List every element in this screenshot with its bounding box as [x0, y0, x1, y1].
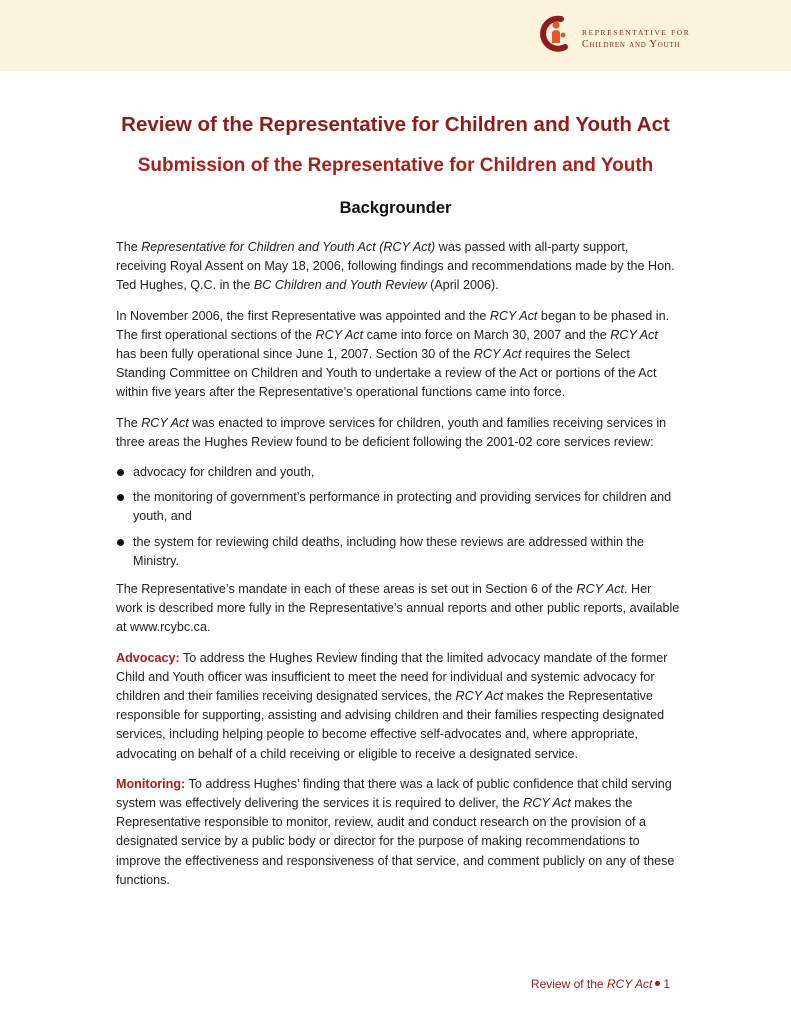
logo-line2: Children and Youth [582, 39, 681, 50]
text-run: To address the Hughes Review finding that the limited advocacy mandate of the former Child and Youth officer was insufficient to meet the need for individual and systemic advocacy for children and their families receiving designated services, the [116, 650, 668, 704]
bullet-separator-icon [655, 981, 660, 986]
rcy-logo [535, 13, 710, 57]
paragraph-advocacy [116, 649, 681, 764]
act-abbrev-italic: RCY Act [455, 689, 504, 704]
text-run: makes the Representative responsible for supporting, assisting and advising children and their families respecting designated services, including helping people to become effective self-advocates and, where appropriate, advocating on behalf of a child receiving or eligible to receive a designated service. [116, 689, 665, 761]
act-abbrev-italic: RCY Act [141, 415, 189, 430]
list-item-text: the system for reviewing child deaths, including how these reviews are addressed within the Ministry. [133, 534, 645, 568]
list-item [116, 463, 681, 482]
text-run: . Her work is described more fully in the Representative’s annual reports and other public reports, available at www.rcybc.ca. [116, 582, 680, 635]
bullet-icon [117, 494, 124, 501]
act-abbrev-italic: RCY Act [489, 308, 538, 323]
act-abbrev-italic: RCY Act [315, 327, 364, 342]
text-run: was passed with all-party support, receiving Royal Assent on May 18, 2006, following findings and recommendations made by the Hon. Ted Hughes, Q.C. in the [116, 240, 675, 293]
text-run: requires the Select Standing Committee on Children and Youth to undertake a review of the Act or portions of the Act within five years after the Representative’s operational functions came into force. [116, 347, 657, 400]
act-abbrev-italic: RCY Act [473, 347, 522, 362]
page-number: 1 [663, 977, 670, 991]
logo-text [582, 27, 690, 51]
list-item-text: the monitoring of government’s performance in protecting and providing services for children and youth, and [133, 490, 672, 524]
advocacy-lead: Advocacy: [116, 650, 180, 665]
rcy-logo-icon [535, 13, 575, 53]
text-run: was enacted to improve services for children, youth and families receiving services in three areas the Hughes Review found to be deficient following the 2001-02 core services review: [116, 415, 667, 449]
paragraph-intro [116, 238, 681, 296]
monitoring-lead: Monitoring: [116, 776, 186, 791]
header-band [0, 0, 791, 71]
text-run: The [116, 240, 142, 254]
text-run: To address Hughes’ finding that there was a lack of public confidence that child serving system was effectively delivering the services it is required to deliver, the [116, 776, 672, 811]
text-run: The Representative’s mandate in each of these areas is set out in Section 6 of the [116, 582, 577, 597]
footer-text: Review of the [530, 977, 607, 991]
text-run: began to be phased in. The first operational sections of the [116, 308, 670, 342]
document-title: Review of the Representative for Children and Youth Act [121, 113, 670, 136]
document-type-heading: Backgrounder [339, 199, 452, 217]
page-footer [531, 977, 670, 991]
text-run: (April 2006). [426, 278, 499, 293]
list-item [116, 488, 681, 526]
text-run: In November 2006, the first Representative was appointed and the [116, 308, 490, 323]
paragraph-mandate [116, 580, 681, 638]
act-abbrev-italic: RCY Act [610, 327, 658, 342]
bullet-icon [117, 469, 124, 476]
act-abbrev-italic: RCY Act [523, 796, 571, 811]
footer-act-italic: RCY Act [606, 977, 653, 991]
body-text [116, 238, 681, 901]
deficiency-list [116, 463, 681, 571]
logo-line1: REPRESENTATIVE FOR [582, 28, 691, 37]
review-title-italic: BC Children and Youth Review [253, 278, 427, 293]
paragraph-purpose [116, 414, 681, 452]
text-run: has been fully operational since June 1, 2007. Section 30 of the [116, 347, 474, 362]
act-abbrev-italic: RCY Act [576, 582, 625, 597]
document-subtitle: Submission of the Representative for Children and Youth [137, 155, 654, 176]
list-item-text: advocacy for children and youth, [133, 465, 315, 480]
list-item [116, 533, 681, 571]
text-run: makes the Representative responsible to monitor, review, audit and conduct research on the provision of a designated service by a public body or director for the purpose of making recommendations to improve the effectiveness and responsiveness of that service, and comment publicly on any of these functions. [116, 796, 675, 887]
paragraph-monitoring [116, 775, 681, 890]
paragraph-history [116, 307, 681, 403]
bullet-icon [117, 539, 124, 546]
text-run: The [116, 415, 142, 430]
act-title-italic: Representative for Children and Youth Act (RCY Act) [141, 240, 436, 254]
text-run: came into force on March 30, 2007 and the [363, 327, 611, 342]
